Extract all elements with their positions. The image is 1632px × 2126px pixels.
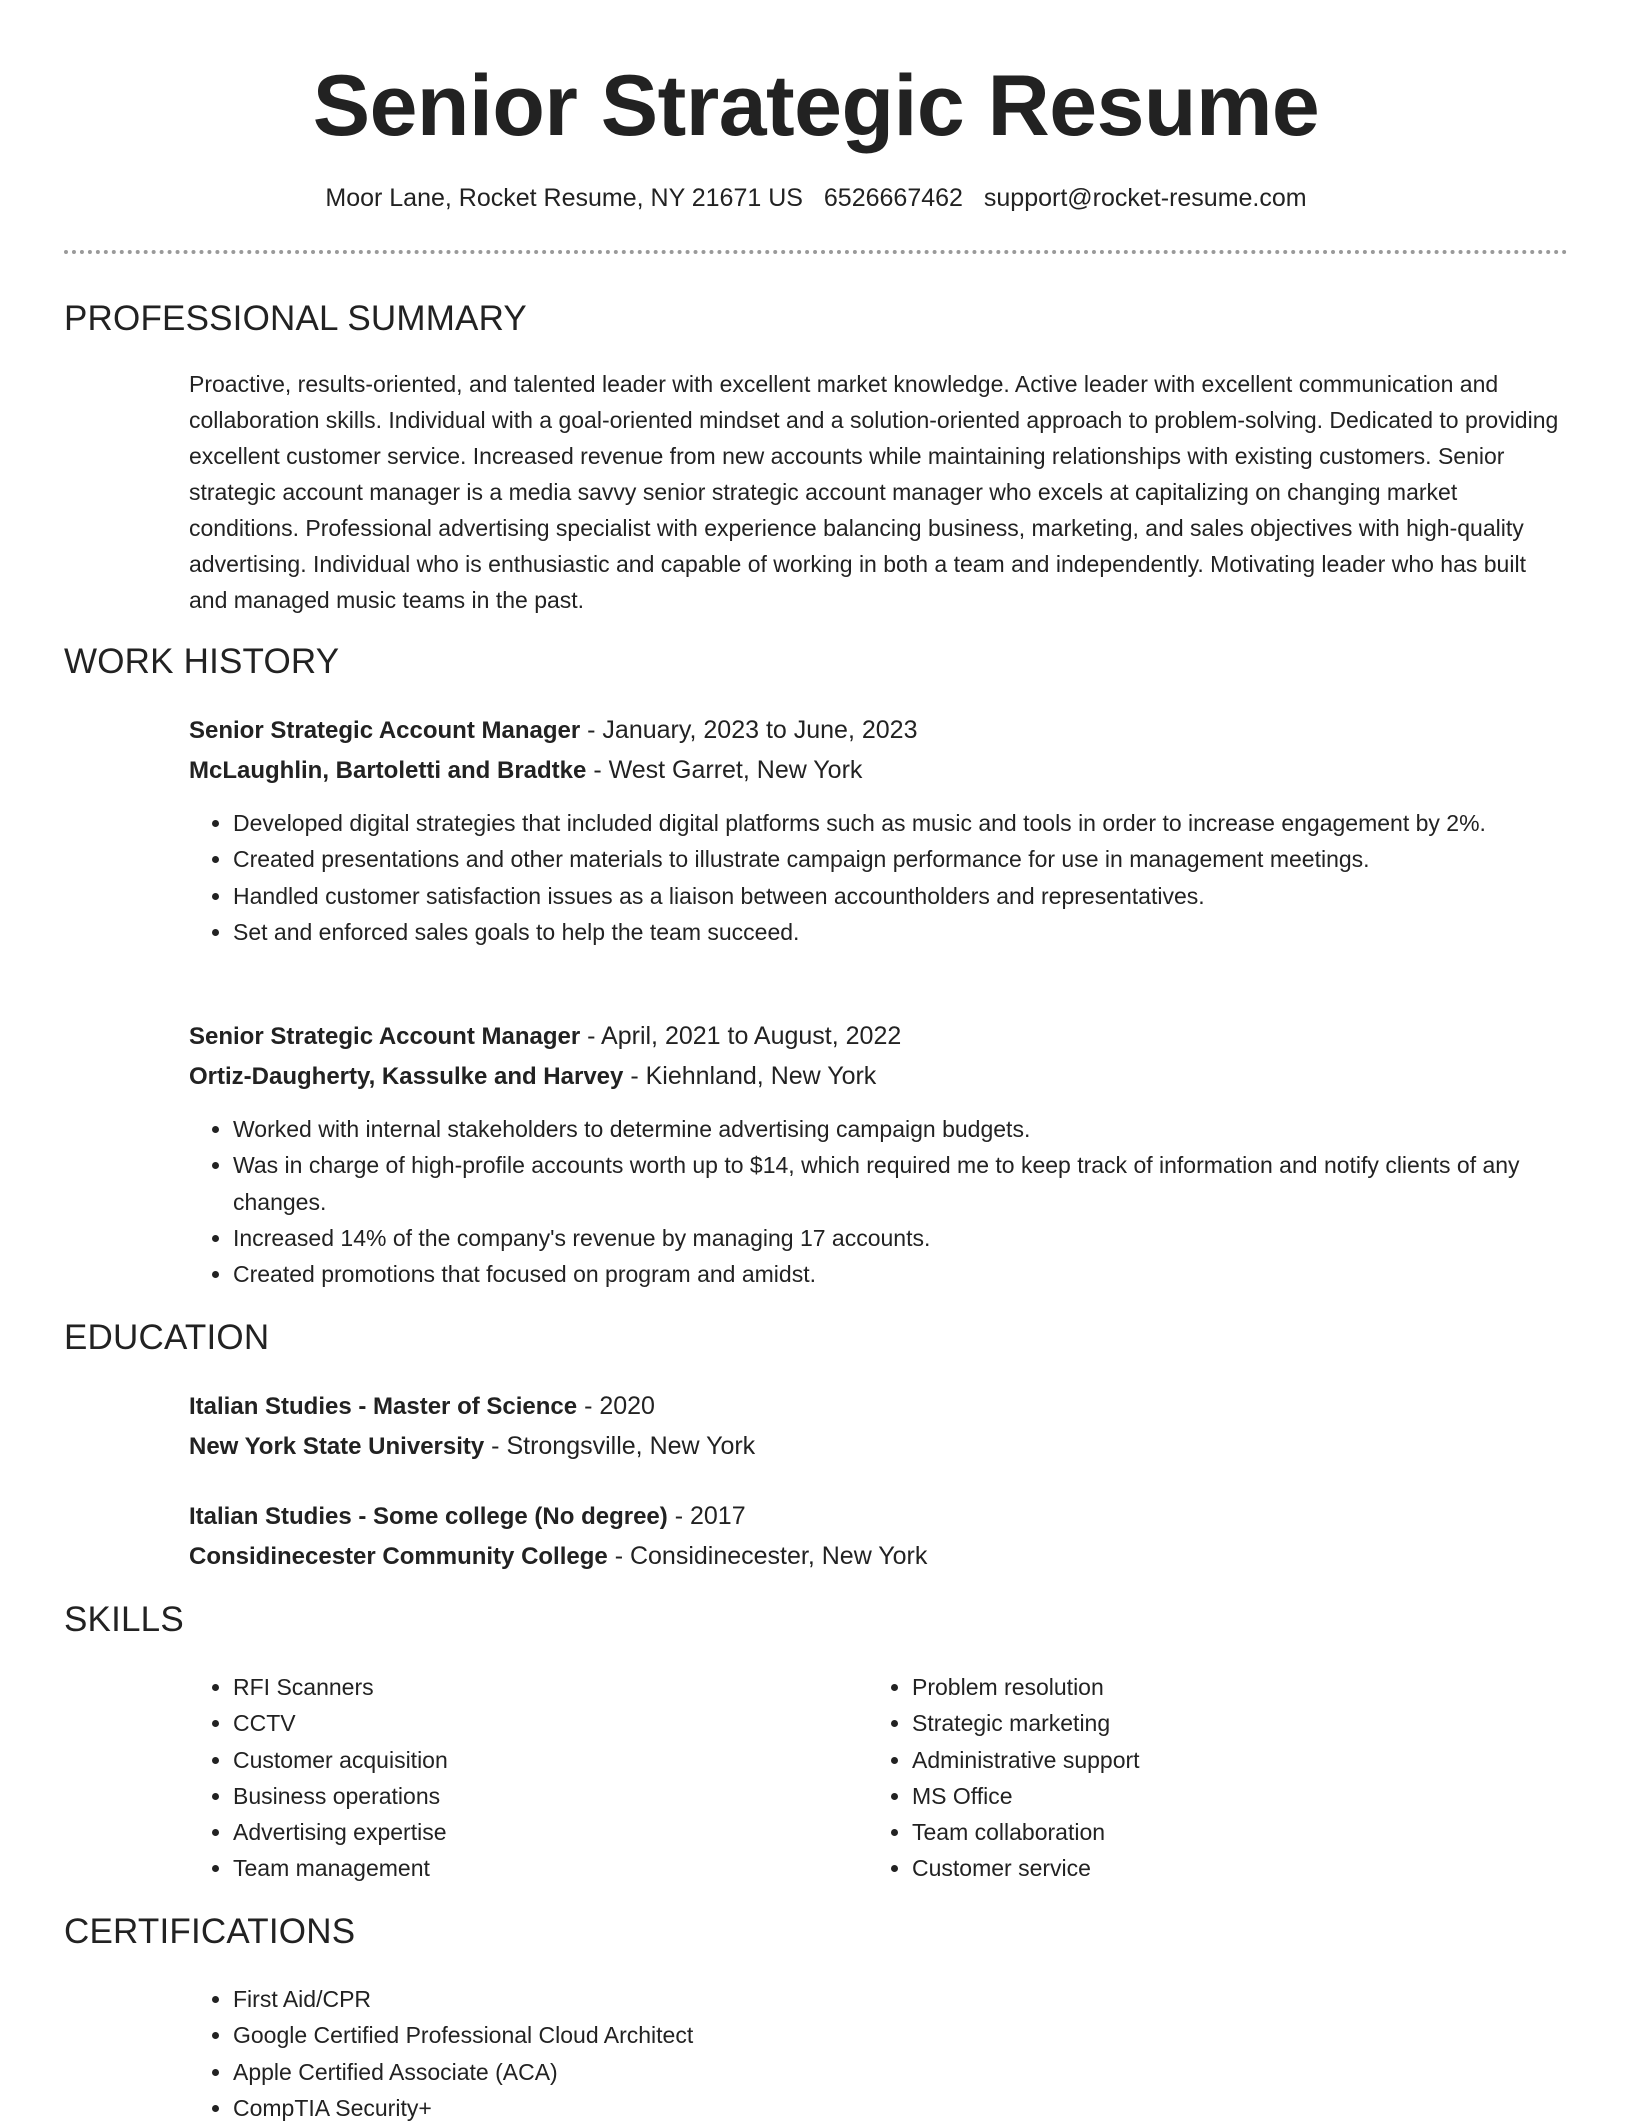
contact-email[interactable]: support@rocket-resume.com — [983, 184, 1307, 212]
summary-heading: PROFESSIONAL SUMMARY — [64, 299, 527, 338]
list-item: • Created presentations and other materials to illustrate campaign performance for use in management meetings. — [233, 841, 1613, 877]
list-item: • Customer service — [912, 1850, 1552, 1886]
job-1-dates: - January, 2023 to June, 2023 — [580, 716, 918, 744]
edu-1-degree: Italian Studies - Master of Science — [189, 1393, 578, 1420]
edu-1-degree-line — [189, 1387, 655, 1426]
edu-1-location: - Strongsville, New York — [484, 1432, 756, 1460]
summary-text: Proactive, results-oriented, and talented leader with excellent market knowledge. Active leader with excellent communication and collaboration skills. Individual with a goal-oriented mindset and a solution-oriented approach to problem-solving. Dedicated to providing excellent customer service. Increased revenue from new accounts while maintaining relationships with existing customers. Senior strategic account manager is a media savvy senior strategic account manager who excels at capitalizing on changing market conditions. Professional advertising specialist with experience balancing business, marketing, and sales objectives with high-quality advertising. Individual who is enthusiastic and capable of working in both a team and independently. Motivating leader who has built and managed music teams in the past. — [189, 371, 1559, 613]
list-item: • Developed digital strategies that included digital platforms such as music and tools in order to increase engagement by 2%. — [233, 805, 1613, 841]
work-history-heading: WORK HISTORY — [64, 642, 340, 681]
list-item: • Business operations — [233, 1778, 873, 1814]
list-item: • Google Certified Professional Cloud Architect — [233, 2017, 1433, 2053]
list-item: • Was in charge of high-profile accounts worth up to $14, which required me to keep track of information and notify clients of any changes. — [233, 1147, 1613, 1220]
list-item: • Administrative support — [912, 1742, 1552, 1778]
edu-1-year: - 2020 — [577, 1392, 655, 1420]
edu-2-school: Considinecester Community College — [189, 1543, 608, 1570]
resume-title: Senior Strategic Resume — [312, 58, 1320, 154]
skills-list-right — [868, 1669, 1552, 1887]
edu-1-school-line — [189, 1427, 755, 1466]
job-2-bullets — [189, 1111, 1613, 1292]
job-1-company-line — [189, 751, 862, 790]
edu-1-school: New York State University — [189, 1433, 485, 1460]
list-item: • Problem resolution — [912, 1669, 1552, 1705]
list-item: • Handled customer satisfaction issues as a liaison between accountholders and representatives. — [233, 878, 1613, 914]
skills-list-left — [189, 1669, 873, 1887]
list-item: • Team collaboration — [912, 1814, 1552, 1850]
list-item: • Advertising expertise — [233, 1814, 873, 1850]
edu-2-degree-line — [189, 1497, 746, 1536]
job-1-title: Senior Strategic Account Manager — [189, 717, 581, 744]
job-1-bullets — [189, 805, 1613, 950]
list-item: • First Aid/CPR — [233, 1981, 1433, 2017]
list-item: • Apple Certified Associate (ACA) — [233, 2054, 1433, 2090]
list-item: • Worked with internal stakeholders to determine advertising campaign budgets. — [233, 1111, 1613, 1147]
certifications-heading: CERTIFICATIONS — [64, 1912, 356, 1951]
job-1-company: McLaughlin, Bartoletti and Bradtke — [189, 757, 587, 784]
header-divider — [64, 250, 1568, 254]
contact-line — [0, 180, 1632, 216]
list-item: • RFI Scanners — [233, 1669, 873, 1705]
job-2-title-line — [189, 1017, 901, 1056]
job-2-company: Ortiz-Daugherty, Kassulke and Harvey — [189, 1063, 624, 1090]
job-2-title: Senior Strategic Account Manager — [189, 1023, 581, 1050]
edu-2-degree: Italian Studies - Some college (No degree) — [189, 1503, 668, 1530]
list-item: • CompTIA Security+ — [233, 2090, 1433, 2126]
job-2-dates: - April, 2021 to August, 2022 — [580, 1022, 902, 1050]
list-item: • Strategic marketing — [912, 1705, 1552, 1741]
list-item: • Created promotions that focused on program and amidst. — [233, 1256, 1613, 1292]
certifications-list — [189, 1981, 1433, 2126]
contact-phone: 6526667462 — [823, 184, 963, 212]
job-1-title-line — [189, 711, 917, 750]
education-heading: EDUCATION — [64, 1318, 270, 1357]
list-item: • Increased 14% of the company's revenue by managing 17 accounts. — [233, 1220, 1613, 1256]
edu-2-location: - Considinecester, New York — [607, 1542, 928, 1570]
edu-2-school-line — [189, 1537, 927, 1576]
job-1-location: - West Garret, New York — [586, 756, 863, 784]
list-item: • Team management — [233, 1850, 873, 1886]
list-item: • Set and enforced sales goals to help the team succeed. — [233, 914, 1613, 950]
job-2-location: - Kiehnland, New York — [623, 1062, 877, 1090]
job-2-company-line — [189, 1057, 876, 1096]
list-item: • CCTV — [233, 1705, 873, 1741]
list-item: • MS Office — [912, 1778, 1552, 1814]
skills-heading: SKILLS — [64, 1600, 184, 1639]
list-item: • Customer acquisition — [233, 1742, 873, 1778]
contact-address: Moor Lane, Rocket Resume, NY 21671 US — [325, 184, 803, 212]
edu-2-year: - 2017 — [667, 1502, 746, 1530]
